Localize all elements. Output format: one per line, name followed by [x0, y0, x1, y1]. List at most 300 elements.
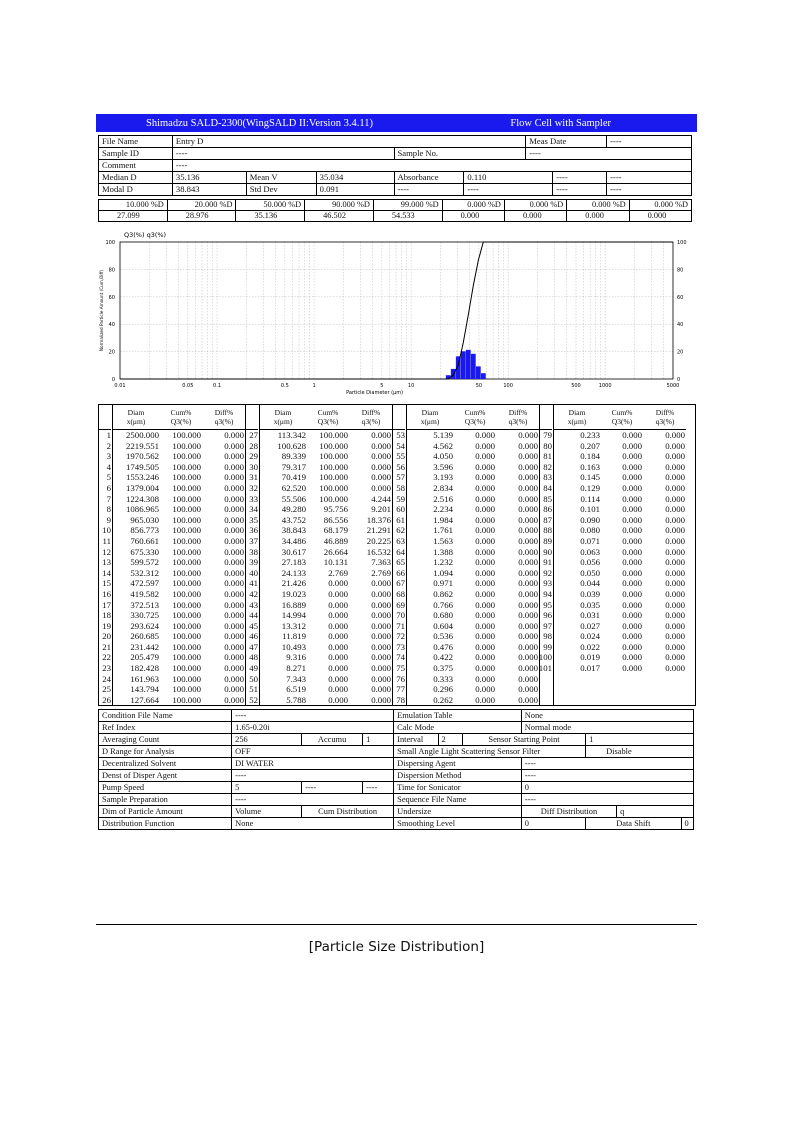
x-tick-label: 0.5 — [280, 383, 289, 389]
diameter-cell: 0.233 — [580, 430, 600, 440]
diameter-cell: 0.333 — [433, 673, 453, 684]
header-cell — [455, 405, 498, 429]
diff-bar — [461, 351, 466, 379]
table-row — [407, 472, 540, 483]
diameter-cell: 0.145 — [580, 472, 600, 483]
diff-bar — [451, 369, 456, 379]
table-column-block — [246, 405, 393, 705]
diameter-cell: 34.486 — [281, 535, 306, 546]
row-index: 59 — [396, 493, 405, 504]
header-title: Cum% — [464, 408, 486, 417]
row-index: 43 — [249, 599, 258, 610]
table-row — [407, 695, 540, 706]
y-tick-label-left: 80 — [108, 267, 115, 274]
row-index: 91 — [543, 557, 552, 568]
dispersing-agent-label: Dispersing Agent — [394, 758, 522, 770]
cum-cell: 0.000 — [328, 588, 348, 599]
header-cell — [351, 405, 393, 429]
cum-cell: 0.000 — [475, 440, 495, 451]
cum-cell: 100.000 — [319, 493, 348, 504]
row-index: 2 — [106, 440, 111, 451]
std-dev-label: Std Dev — [246, 184, 316, 196]
row-index: 27 — [249, 430, 258, 440]
table-row — [113, 547, 246, 558]
cum-cell: 0.000 — [475, 663, 495, 674]
header-cell — [554, 405, 602, 429]
diff-cell: 0.000 — [351, 483, 393, 494]
header-title: Cum% — [611, 408, 633, 417]
header-cell — [602, 405, 645, 429]
diameter-cell: 599.572 — [130, 557, 159, 568]
percentile-label: 10.000 %D — [99, 200, 168, 211]
cum-cell: 0.000 — [328, 673, 348, 684]
diff-cell: 0.000 — [204, 631, 246, 642]
cum-cell: 100.000 — [172, 610, 201, 621]
table-row — [554, 462, 686, 473]
table-row — [407, 430, 540, 441]
conditions-table — [98, 709, 694, 830]
cum-cell: 100.000 — [319, 482, 348, 493]
cum-cell: 100.000 — [172, 472, 201, 483]
diameter-cell: 472.597 — [130, 578, 159, 589]
row-index: 58 — [396, 482, 405, 493]
cum-cell: 100.000 — [172, 578, 201, 589]
percentile-label: 0.000 %D — [629, 200, 691, 211]
diff-cell: 0.000 — [351, 578, 393, 589]
diameter-cell: 11.819 — [282, 631, 306, 642]
row-index: 55 — [396, 451, 405, 462]
pump-speed-value: 5 — [232, 782, 302, 794]
table-row — [554, 652, 686, 663]
comment-value: ---- — [172, 160, 691, 172]
row-index: 13 — [102, 557, 111, 568]
diff-cell: 0.000 — [498, 525, 540, 536]
cum-cell: 100.000 — [172, 461, 201, 472]
index-header — [99, 405, 111, 430]
cum-cell: 26.664 — [323, 546, 348, 557]
row-index: 89 — [543, 535, 552, 546]
diff-distribution-label: Diff Distribution — [521, 806, 616, 818]
percentile-label: 0.000 %D — [442, 200, 504, 211]
row-index: 16 — [102, 588, 111, 599]
averaging-value: 256 — [232, 734, 302, 746]
diameter-cell: 0.422 — [433, 652, 453, 663]
cum-cell: 100.000 — [172, 641, 201, 652]
cum-cell: 0.000 — [475, 673, 495, 684]
dispersing-agent-value: ---- — [521, 758, 693, 770]
diameter-cell: 1.232 — [433, 557, 453, 568]
table-row — [407, 610, 540, 621]
index-header — [540, 405, 552, 430]
row-index: 26 — [102, 694, 111, 705]
table-row — [113, 451, 246, 462]
row-index: 7 — [106, 493, 111, 504]
row-index: 46 — [249, 631, 258, 642]
table-row — [260, 631, 393, 642]
dist-function-value: None — [232, 818, 394, 830]
header-title: Diff% — [655, 408, 675, 417]
row-index: 77 — [396, 684, 405, 695]
interval-value: 2 — [438, 734, 462, 746]
row-index: 31 — [249, 472, 258, 483]
table-row — [113, 621, 246, 632]
table-row — [113, 441, 246, 452]
diameter-cell: 0.063 — [580, 546, 600, 557]
header-unit: Q3(%) — [170, 417, 192, 426]
cum-cell: 100.000 — [172, 684, 201, 695]
table-row — [113, 515, 246, 526]
diameter-cell: 856.773 — [130, 525, 159, 536]
row-index: 87 — [543, 514, 552, 525]
row-index: 100 — [538, 652, 552, 663]
cum-cell: 100.000 — [172, 546, 201, 557]
table-row — [260, 600, 393, 611]
table-row — [260, 557, 393, 568]
dim-amount-label: Dim of Particle Amount — [99, 806, 232, 818]
diameter-cell: 143.794 — [130, 684, 159, 695]
emulation-label: Emulation Table — [394, 710, 522, 722]
row-index: 88 — [543, 525, 552, 536]
cum-cell: 100.000 — [172, 567, 201, 578]
table-row — [554, 568, 686, 579]
cum-cell: 0.000 — [475, 525, 495, 536]
diameter-cell: 965.030 — [130, 514, 159, 525]
row-index: 9 — [106, 514, 111, 525]
cum-cell: 86.556 — [323, 514, 348, 525]
diff-cell: 0.000 — [665, 620, 685, 631]
row-index: 94 — [543, 588, 552, 599]
x-tick-label: 0.01 — [114, 383, 126, 389]
row-index: 63 — [396, 535, 405, 546]
row-index: 73 — [396, 641, 405, 652]
diff-cell: 18.376 — [351, 515, 393, 526]
diff-cell: 0.000 — [351, 451, 393, 462]
distribution-chart-svg — [96, 224, 697, 399]
diameter-cell: 532.312 — [130, 567, 159, 578]
cum-cell: 0.000 — [622, 440, 642, 451]
diff-cell: 0.000 — [498, 631, 540, 642]
row-index: 15 — [102, 578, 111, 589]
diameter-cell: 16.889 — [281, 599, 306, 610]
table-row — [113, 600, 246, 611]
cum-cell: 95.756 — [323, 504, 348, 515]
table-row — [113, 684, 246, 695]
diameter-cell: 3.193 — [433, 472, 453, 483]
row-index: 3 — [106, 451, 111, 462]
table-row — [260, 462, 393, 473]
diameter-cell: 55.506 — [281, 493, 306, 504]
diameter-cell: 1970.562 — [126, 451, 159, 462]
diff-cell: 0.000 — [351, 610, 393, 621]
header-unit: q3(%) — [655, 417, 675, 426]
table-row — [554, 483, 686, 494]
sample-id-value: ---- — [172, 148, 394, 160]
diameter-cell: 3.596 — [433, 461, 453, 472]
calc-mode-value: Normal mode — [521, 722, 693, 734]
table-column-block — [99, 405, 246, 705]
diff-cell: 0.000 — [498, 695, 540, 706]
row-index: 52 — [249, 694, 258, 705]
table-row — [554, 472, 686, 483]
diameter-cell: 260.685 — [130, 631, 159, 642]
salss-filter-value: Disable — [586, 746, 694, 758]
diff-cell: 0.000 — [351, 600, 393, 611]
diameter-cell: 0.129 — [580, 482, 600, 493]
diameter-cell: 1379.004 — [126, 482, 159, 493]
diff-cell: 0.000 — [204, 621, 246, 632]
diameter-cell: 0.050 — [580, 567, 600, 578]
diff-cell: 2.769 — [351, 568, 393, 579]
table-column-block — [540, 405, 686, 705]
diff-cell: 0.000 — [204, 430, 246, 441]
row-index: 66 — [396, 567, 405, 578]
info-dash-6: ---- — [607, 184, 692, 196]
cum-cell: 0.000 — [475, 610, 495, 621]
ref-index-value: 1.65-0.20i — [232, 722, 394, 734]
table-row — [113, 557, 246, 568]
diff-cell: 0.000 — [665, 440, 685, 451]
cum-cell: 100.000 — [172, 631, 201, 642]
diameter-cell: 0.039 — [580, 588, 600, 599]
cum-cell: 100.000 — [172, 440, 201, 451]
table-row — [407, 589, 540, 600]
accumu-value: 1 — [363, 734, 394, 746]
diff-cell: 0.000 — [498, 504, 540, 515]
percentile-value: 54.533 — [373, 211, 442, 222]
bottom-rule — [96, 924, 697, 925]
header-cell — [645, 405, 686, 429]
cum-cell: 100.000 — [172, 482, 201, 493]
row-index: 71 — [396, 620, 405, 631]
row-index: 4 — [106, 461, 111, 472]
diff-cell: 0.000 — [204, 494, 246, 505]
cum-cell: 100.000 — [172, 430, 201, 440]
diff-cell: 0.000 — [204, 674, 246, 685]
diameter-cell: 100.628 — [277, 440, 306, 451]
table-row — [260, 536, 393, 547]
cum-cell: 0.000 — [328, 610, 348, 621]
cum-cell: 0.000 — [622, 663, 642, 674]
diff-cell: 0.000 — [351, 674, 393, 685]
cum-cell: 100.000 — [172, 588, 201, 599]
row-index: 70 — [396, 610, 405, 621]
diameter-cell: 30.617 — [281, 546, 306, 557]
header-unit: Q3(%) — [611, 417, 633, 426]
table-row — [113, 589, 246, 600]
diameter-cell: 0.022 — [580, 641, 600, 652]
diff-bar — [481, 373, 486, 379]
table-row — [260, 610, 393, 621]
cum-cell: 0.000 — [328, 652, 348, 663]
row-index: 60 — [396, 504, 405, 515]
percentile-value: 0.000 — [629, 211, 691, 222]
row-index: 30 — [249, 461, 258, 472]
diameter-cell: 6.519 — [286, 684, 306, 695]
header-title: Diam — [568, 408, 586, 417]
diameter-cell: 0.024 — [580, 631, 600, 642]
diameter-cell: 0.031 — [580, 610, 600, 621]
table-header — [260, 405, 393, 430]
table-row — [260, 621, 393, 632]
header-title: Diam — [421, 408, 439, 417]
diameter-cell: 0.184 — [580, 451, 600, 462]
header-title: Cum% — [317, 408, 339, 417]
diff-cell: 0.000 — [498, 462, 540, 473]
sequence-file-value: ---- — [521, 794, 693, 806]
y-tick-label-right: 100 — [677, 240, 687, 246]
row-index: 84 — [543, 482, 552, 493]
diameter-cell: 27.183 — [281, 557, 306, 568]
diameter-cell: 70.419 — [281, 472, 306, 483]
row-index-column — [99, 405, 113, 705]
meas-date-value: ---- — [607, 136, 692, 148]
diameter-cell: 0.035 — [580, 599, 600, 610]
diff-cell: 0.000 — [351, 472, 393, 483]
table-row — [113, 483, 246, 494]
cumulative-line — [444, 242, 673, 379]
diameter-cell: 0.027 — [580, 620, 600, 631]
diameter-cell: 21.426 — [281, 578, 306, 589]
diameter-cell: 0.536 — [433, 631, 453, 642]
y-tick-label-left: 100 — [105, 240, 115, 246]
diameter-cell: 0.604 — [433, 620, 453, 631]
dim-amount-value: Volume — [232, 806, 302, 818]
table-row — [407, 600, 540, 611]
table-row — [113, 536, 246, 547]
cum-cell: 0.000 — [622, 631, 642, 642]
cum-cell: 100.000 — [172, 525, 201, 536]
size-distribution-table — [98, 404, 696, 706]
diameter-cell: 419.582 — [130, 588, 159, 599]
row-index: 22 — [102, 652, 111, 663]
table-row — [554, 578, 686, 589]
cum-cell: 0.000 — [622, 451, 642, 462]
table-row — [113, 695, 246, 706]
row-index: 48 — [249, 652, 258, 663]
cum-cell: 100.000 — [172, 620, 201, 631]
row-index: 93 — [543, 578, 552, 589]
median-label: Median D — [99, 172, 173, 184]
table-row — [407, 536, 540, 547]
distribution-chart — [96, 224, 697, 399]
table-row — [407, 631, 540, 642]
header-cell — [204, 405, 246, 429]
diff-cell: 0.000 — [498, 430, 540, 441]
table-row — [260, 547, 393, 558]
sample-id-label: Sample ID — [99, 148, 173, 160]
diameter-cell: 13.312 — [281, 620, 306, 631]
row-index: 69 — [396, 599, 405, 610]
diff-cell: 0.000 — [665, 525, 685, 536]
cum-cell: 0.000 — [328, 620, 348, 631]
diff-cell: 0.000 — [498, 515, 540, 526]
row-index: 82 — [543, 461, 552, 472]
diff-cell: 16.532 — [351, 547, 393, 558]
cum-cell: 0.000 — [622, 472, 642, 483]
cum-cell: 0.000 — [622, 599, 642, 610]
diff-cell: 0.000 — [498, 494, 540, 505]
percentile-label: 20.000 %D — [167, 200, 236, 211]
table-column-block — [393, 405, 540, 705]
diff-cell: 0.000 — [665, 430, 685, 440]
modal-value: 38.843 — [172, 184, 246, 196]
header-unit: q3(%) — [508, 417, 528, 426]
plot-frame — [120, 242, 673, 379]
diameter-cell: 0.019 — [580, 652, 600, 663]
y-tick-label-left: 60 — [108, 294, 115, 301]
y-axis-label: Normalized Particle Amount (Cum,Diff) — [99, 269, 104, 352]
table-row — [407, 462, 540, 473]
sample-prep-label: Sample Preparation — [99, 794, 232, 806]
row-index: 17 — [102, 599, 111, 610]
cum-cell: 0.000 — [475, 451, 495, 462]
percentile-label: 0.000 %D — [504, 200, 566, 211]
diff-cell: 0.000 — [204, 578, 246, 589]
table-row — [554, 610, 686, 621]
diff-cell: 0.000 — [351, 631, 393, 642]
y-tick-label-right: 60 — [677, 294, 684, 301]
diameter-cell: 0.262 — [433, 694, 453, 705]
table-row — [260, 663, 393, 674]
diameter-cell: 1.984 — [433, 514, 453, 525]
cum-cell: 0.000 — [475, 546, 495, 557]
cum-cell: 0.000 — [622, 557, 642, 568]
cum-cell: 0.000 — [475, 620, 495, 631]
diameter-cell: 231.442 — [130, 641, 159, 652]
row-index: 29 — [249, 451, 258, 462]
table-row — [260, 451, 393, 462]
diameter-cell: 2219.551 — [126, 440, 159, 451]
row-index: 101 — [538, 663, 552, 674]
table-row — [554, 441, 686, 452]
cum-cell: 0.000 — [475, 430, 495, 440]
diff-cell: 0.000 — [665, 493, 685, 504]
table-row — [407, 568, 540, 579]
row-index: 79 — [543, 430, 552, 440]
row-index: 47 — [249, 641, 258, 652]
dispersion-method-value: ---- — [521, 770, 693, 782]
table-row — [554, 504, 686, 515]
diameter-cell: 205.479 — [130, 652, 159, 663]
diff-cell: 0.000 — [351, 589, 393, 600]
diff-cell: 0.000 — [665, 482, 685, 493]
index-header — [393, 405, 405, 430]
diff-cell: 20.225 — [351, 536, 393, 547]
cum-cell: 0.000 — [475, 652, 495, 663]
cum-cell: 0.000 — [622, 514, 642, 525]
diff-cell: 0.000 — [498, 483, 540, 494]
diff-cell: 0.000 — [204, 536, 246, 547]
cum-cell: 0.000 — [622, 535, 642, 546]
header-unit: q3(%) — [214, 417, 234, 426]
row-index: 51 — [249, 684, 258, 695]
percentile-table — [98, 199, 692, 222]
diff-cell: 0.000 — [665, 652, 685, 663]
row-index: 57 — [396, 472, 405, 483]
table-row — [113, 430, 246, 441]
diff-cell: 9.201 — [351, 504, 393, 515]
cum-cell: 0.000 — [622, 578, 642, 589]
cum-cell: 0.000 — [622, 525, 642, 536]
diff-cell: 0.000 — [498, 472, 540, 483]
table-row — [113, 652, 246, 663]
diameter-cell: 79.317 — [281, 461, 306, 472]
diameter-cell: 0.971 — [433, 578, 453, 589]
row-index: 10 — [102, 525, 111, 536]
header-title: Diff% — [214, 408, 234, 417]
diff-cell: 0.000 — [204, 600, 246, 611]
accumu-label: Accumu — [302, 734, 363, 746]
